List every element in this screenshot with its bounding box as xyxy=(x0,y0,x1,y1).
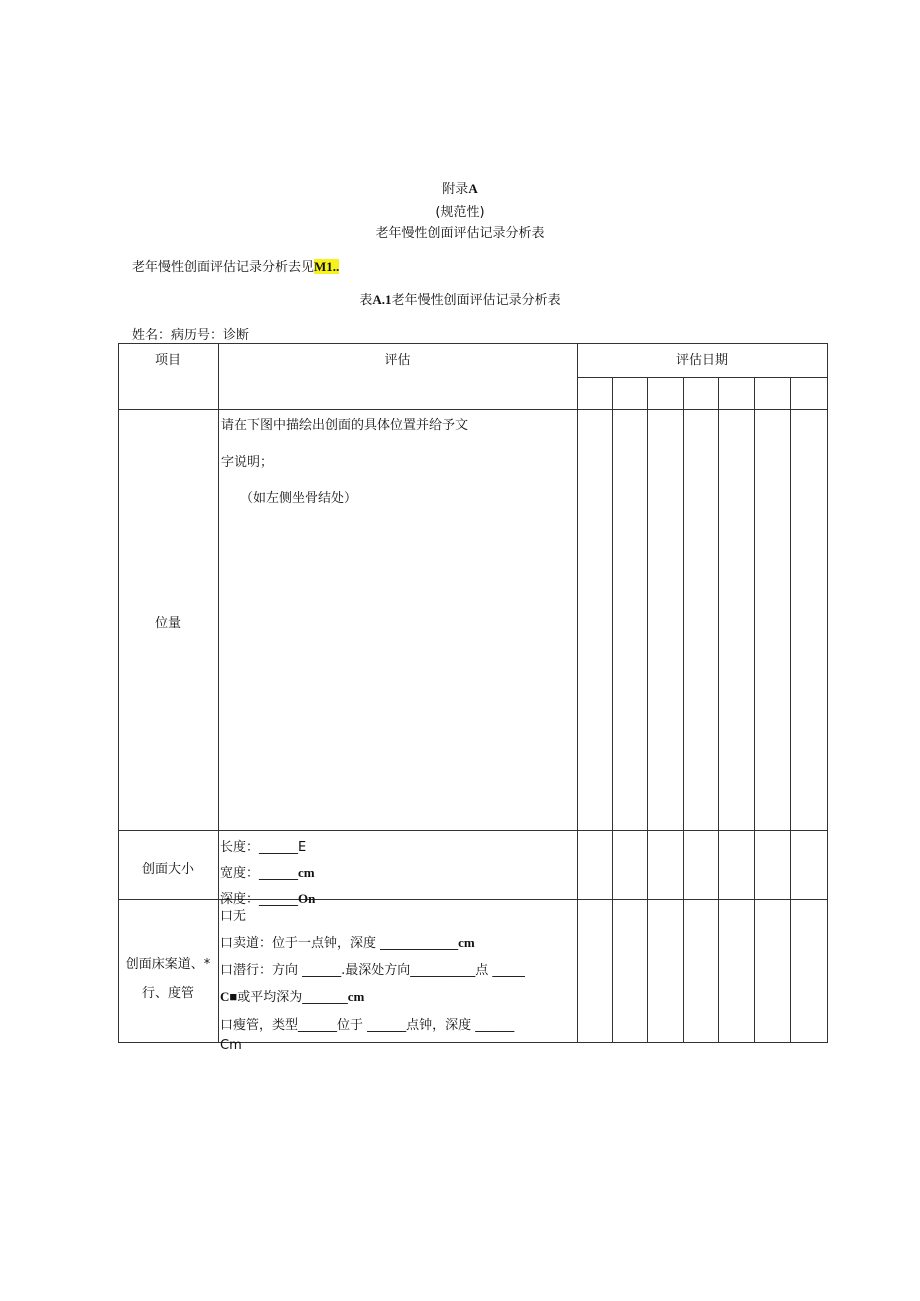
position-instruction: 请在下图中描绘出创面的具体位置并给予文 xyxy=(221,418,469,433)
col-divider-item xyxy=(218,343,219,1043)
header-item: 项目 xyxy=(154,353,181,368)
table-border-right xyxy=(827,343,828,1043)
position-example: （如左侧坐骨结处） xyxy=(240,491,358,506)
row-label-sinus-cont: 行、度管 xyxy=(141,986,194,1001)
header-bottom-line xyxy=(118,409,828,410)
page-title: 老年慢性创面评估记录分析表 xyxy=(375,226,545,241)
date-col-divider xyxy=(647,377,648,1043)
date-col-divider xyxy=(754,377,755,1043)
checkbox-tunneling[interactable]: 口潜行：方向 ______.最深处方向__________点 _____ xyxy=(220,963,525,978)
date-col-divider xyxy=(683,377,684,1043)
fistula-unit: Cm xyxy=(220,1038,242,1053)
intro-text: 老年慢性创面评估记录分析去见M1.. xyxy=(132,259,340,275)
header-assessment-date: 评估日期 xyxy=(675,353,728,368)
table-reference: M1.. xyxy=(314,259,340,274)
date-col-divider xyxy=(612,377,613,1043)
length-field: 长度：______E xyxy=(220,840,307,855)
date-col-divider xyxy=(718,377,719,1043)
checkbox-fistula[interactable]: 口瘦管，类型______位于 ______点钟，深度 ______ xyxy=(220,1018,515,1033)
normative-label: (规范性) xyxy=(435,205,485,220)
patient-info: 姓名：病历号：诊断 xyxy=(132,328,250,343)
col-divider-evaluation xyxy=(577,343,578,1043)
wound-size-fields xyxy=(220,831,576,907)
date-col-divider xyxy=(790,377,791,1043)
position-instruction-cont: 字说明； xyxy=(221,455,274,470)
row-label-position: 位量 xyxy=(154,616,181,631)
appendix-title: 附录A xyxy=(442,181,478,197)
tunneling-depth-field: C■或平均深为_______cm xyxy=(220,989,365,1005)
width-field: 宽度：______cm xyxy=(220,865,315,881)
table-border-top xyxy=(118,343,828,344)
header-evaluation: 评估 xyxy=(384,353,411,368)
checkbox-none[interactable]: 口无 xyxy=(220,909,247,924)
row-label-wound-size: 创面大小 xyxy=(141,862,194,877)
sinus-options xyxy=(220,900,576,1053)
checkbox-sinus[interactable]: 口卖道：位于一点钟，深度 ____________cm xyxy=(220,935,475,951)
table-caption: 表A.1老年慢性创面评估记录分析表 xyxy=(359,292,561,308)
table-border-left xyxy=(118,343,119,1043)
row-label-sinus: 创面床案道、* xyxy=(125,957,211,972)
depth-field: 深度：______On xyxy=(220,891,316,907)
